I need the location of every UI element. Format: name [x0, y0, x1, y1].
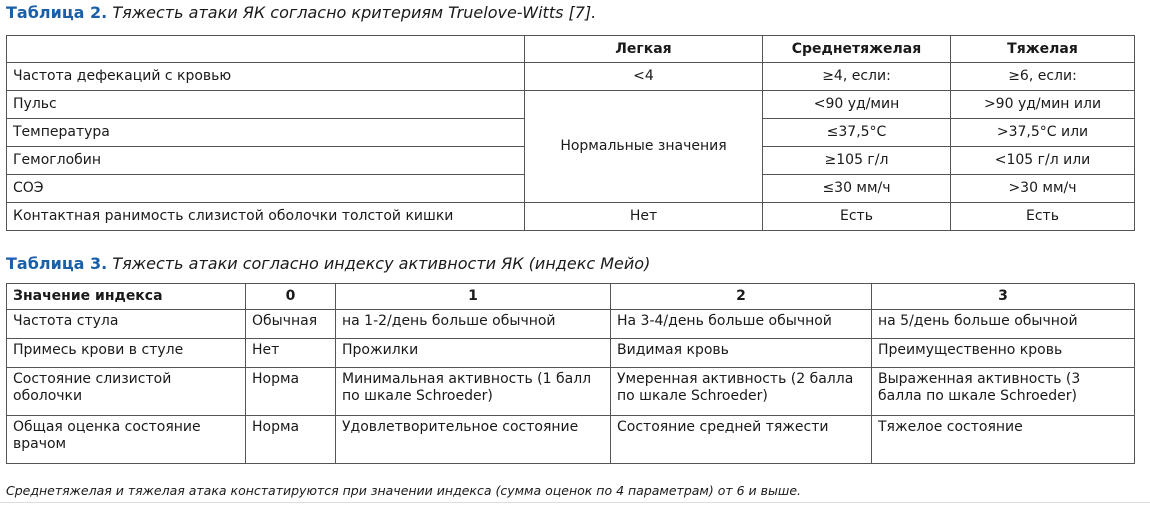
table3-caption-number: Таблица 3.: [6, 254, 108, 273]
cell-score-1: Минимальная активность (1 балл по шкале Schroeder): [336, 368, 611, 416]
table2-caption: [6, 3, 596, 23]
header-cell: 3: [872, 284, 1135, 310]
table3-caption-text: Тяжесть атаки согласно индексу активности ЯК (индекс Мейо): [112, 254, 651, 273]
cell-score-2: Видимая кровь: [611, 339, 872, 368]
cell-score-3: Тяжелое состояние: [872, 416, 1135, 464]
cell-score-0: Обычная: [246, 310, 336, 339]
row-label: Гемоглобин: [7, 147, 525, 175]
row-label: Состояние слизистой оболочки: [7, 368, 246, 416]
row-label: Контактная ранимость слизистой оболочки толстой кишки: [7, 203, 525, 231]
table-row: [7, 310, 1135, 339]
cell-moderate: ≤37,5°C: [763, 119, 951, 147]
cell-score-0: Норма: [246, 368, 336, 416]
truelove-witts-table: [6, 35, 1135, 231]
cell-light: <4: [525, 63, 763, 91]
mayo-index-table: [6, 283, 1135, 464]
table-row: [7, 368, 1135, 416]
table-row: [7, 416, 1135, 464]
cell-score-1: Прожилки: [336, 339, 611, 368]
row-label: Общая оценка состояние врачом: [7, 416, 246, 464]
cell-score-0: Норма: [246, 416, 336, 464]
table2-caption-text: Тяжесть атаки ЯК согласно критериям Truelove-Witts [7].: [112, 3, 597, 22]
cell-score-3: Преимущественно кровь: [872, 339, 1135, 368]
row-label: СОЭ: [7, 175, 525, 203]
cell-score-1: на 1-2/день больше обычной: [336, 310, 611, 339]
table-row: [7, 339, 1135, 368]
cell-severe: >37,5°C или: [951, 119, 1135, 147]
cell-moderate: ≤30 мм/ч: [763, 175, 951, 203]
row-label: Примесь крови в стуле: [7, 339, 246, 368]
cell-severe: >90 уд/мин или: [951, 91, 1135, 119]
cell-score-3: Выраженная активность (3 балла по шкале Schroeder): [872, 368, 1135, 416]
cell-light: Нет: [525, 203, 763, 231]
cell-light-merged: Нормальные значения: [525, 91, 763, 203]
table-header-row: [7, 284, 1135, 310]
table2-caption-number: Таблица 2.: [6, 3, 108, 22]
cell-score-2: Умеренная активность (2 балла по шкале Schroeder): [611, 368, 872, 416]
header-cell: Легкая: [525, 36, 763, 63]
cell-severe: Есть: [951, 203, 1135, 231]
header-cell: 0: [246, 284, 336, 310]
header-cell: [7, 36, 525, 63]
cell-score-2: На 3-4/день больше обычной: [611, 310, 872, 339]
table-header-row: [7, 36, 1135, 63]
header-cell: 1: [336, 284, 611, 310]
table-row: [7, 63, 1135, 91]
footnote: Среднетяжелая и тяжелая атака констатируются при значении индекса (сумма оценок по 4 параметрам) от 6 и выше.: [6, 483, 801, 498]
row-label: Частота дефекаций с кровью: [7, 63, 525, 91]
cell-score-0: Нет: [246, 339, 336, 368]
cell-moderate: <90 уд/мин: [763, 91, 951, 119]
table3-caption: [6, 254, 650, 274]
cell-severe: >30 мм/ч: [951, 175, 1135, 203]
header-cell: 2: [611, 284, 872, 310]
cell-moderate: ≥4, если:: [763, 63, 951, 91]
row-label: Пульс: [7, 91, 525, 119]
cell-score-3: на 5/день больше обычной: [872, 310, 1135, 339]
row-label: Частота стула: [7, 310, 246, 339]
header-cell: Тяжелая: [951, 36, 1135, 63]
header-cell: Значение индекса: [7, 284, 246, 310]
cell-severe: <105 г/л или: [951, 147, 1135, 175]
table-row: [7, 203, 1135, 231]
cell-score-1: Удовлетворительное состояние: [336, 416, 611, 464]
cell-moderate: ≥105 г/л: [763, 147, 951, 175]
table-row: [7, 91, 1135, 119]
header-cell: Среднетяжелая: [763, 36, 951, 63]
cell-severe: ≥6, если:: [951, 63, 1135, 91]
cell-score-2: Состояние средней тяжести: [611, 416, 872, 464]
cell-moderate: Есть: [763, 203, 951, 231]
row-label: Температура: [7, 119, 525, 147]
bottom-divider: [0, 502, 1150, 503]
